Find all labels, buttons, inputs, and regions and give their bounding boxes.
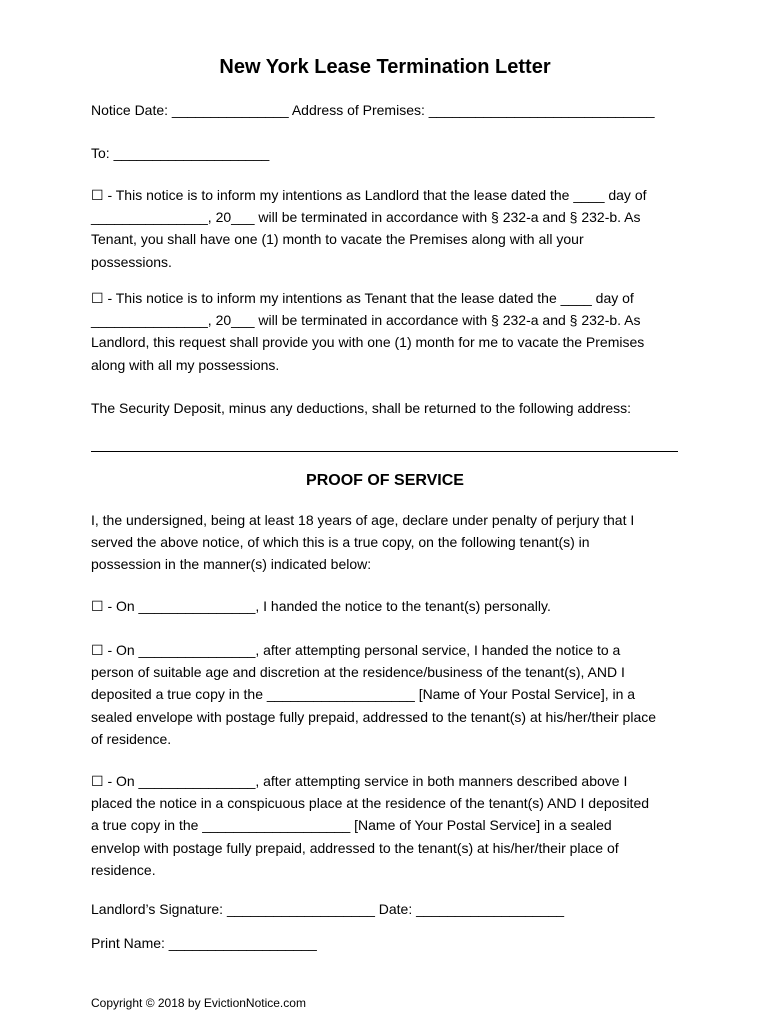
return-address-line[interactable] (91, 451, 678, 452)
service-substitute-line: of residence. (91, 730, 172, 747)
landlord-option-line: Tenant, you shall have one (1) month to vacate the Premises along with all your (91, 231, 584, 248)
service-substitute-line: sealed envelope with postage fully prepaid, addressed to the tenant(s) at his/her/their place (91, 708, 657, 725)
service-substitute-line: person of suitable age and discretion at the residence/business of the tenant(s), AND I (91, 664, 625, 681)
tenant-option-line: Landlord, this request shall provide you with one (1) month for me to vacate the Premises (91, 334, 645, 351)
service-posting-line: a true copy in the ___________________ [Name of Your Postal Service] in a sealed (91, 817, 612, 834)
service-substitute-line[interactable]: ☐ - On _______________, after attempting personal service, I handed the notice to a (91, 642, 621, 658)
landlord-option-line: possessions. (91, 253, 172, 270)
service-substitute-paragraph (91, 639, 711, 750)
signature-date-row[interactable]: Landlord’s Signature: ___________________ Date: ___________________ (91, 901, 565, 917)
declaration-paragraph (91, 509, 711, 576)
to-field[interactable]: To: ____________________ (91, 145, 270, 161)
landlord-option-line[interactable]: ☐ - This notice is to inform my intentions as Landlord that the lease dated the ____ day of (91, 187, 647, 203)
service-posting-line: residence. (91, 861, 156, 878)
tenant-option-line: along with all my possessions. (91, 356, 280, 373)
landlord-option-line: _______________, 20___ will be terminated in accordance with § 232-a and § 232-b. As (91, 209, 641, 226)
document-title: New York Lease Termination Letter (219, 56, 551, 78)
proof-of-service-heading: PROOF OF SERVICE (306, 472, 464, 489)
service-substitute-line: deposited a true copy in the ___________________ [Name of Your Postal Service], in a (91, 686, 636, 703)
copyright-footer: Copyright © 2018 by EvictionNotice.com (91, 996, 306, 1010)
landlord-option-paragraph (91, 184, 711, 273)
print-name-row[interactable]: Print Name: ___________________ (91, 935, 317, 951)
notice-date-address-row[interactable]: Notice Date: _______________ Address of Premises: _____________________________ (91, 102, 655, 118)
tenant-option-line[interactable]: ☐ - This notice is to inform my intentions as Tenant that the lease dated the ____ day of (91, 290, 634, 306)
service-posting-line: envelop with postage fully prepaid, addressed to the tenant(s) at his/her/their place of (91, 839, 619, 856)
security-deposit-text: The Security Deposit, minus any deductions, shall be returned to the following address: (91, 400, 632, 416)
service-posting-line: placed the notice in a conspicuous place at the residence of the tenant(s) AND I deposited (91, 795, 650, 812)
declaration-line: possession in the manner(s) indicated below: (91, 556, 372, 573)
tenant-option-paragraph (91, 287, 711, 376)
declaration-line: served the above notice, of which this is a true copy, on the following tenant(s) in (91, 534, 590, 551)
service-personal-option[interactable]: ☐ - On _______________, I handed the notice to the tenant(s) personally. (91, 598, 551, 614)
service-posting-line[interactable]: ☐ - On _______________, after attempting service in both manners described above I (91, 773, 628, 789)
declaration-line: I, the undersigned, being at least 18 years of age, declare under penalty of perjury that I (91, 512, 635, 528)
tenant-option-line: _______________, 20___ will be terminated in accordance with § 232-a and § 232-b. As (91, 312, 641, 329)
service-posting-paragraph (91, 770, 711, 881)
